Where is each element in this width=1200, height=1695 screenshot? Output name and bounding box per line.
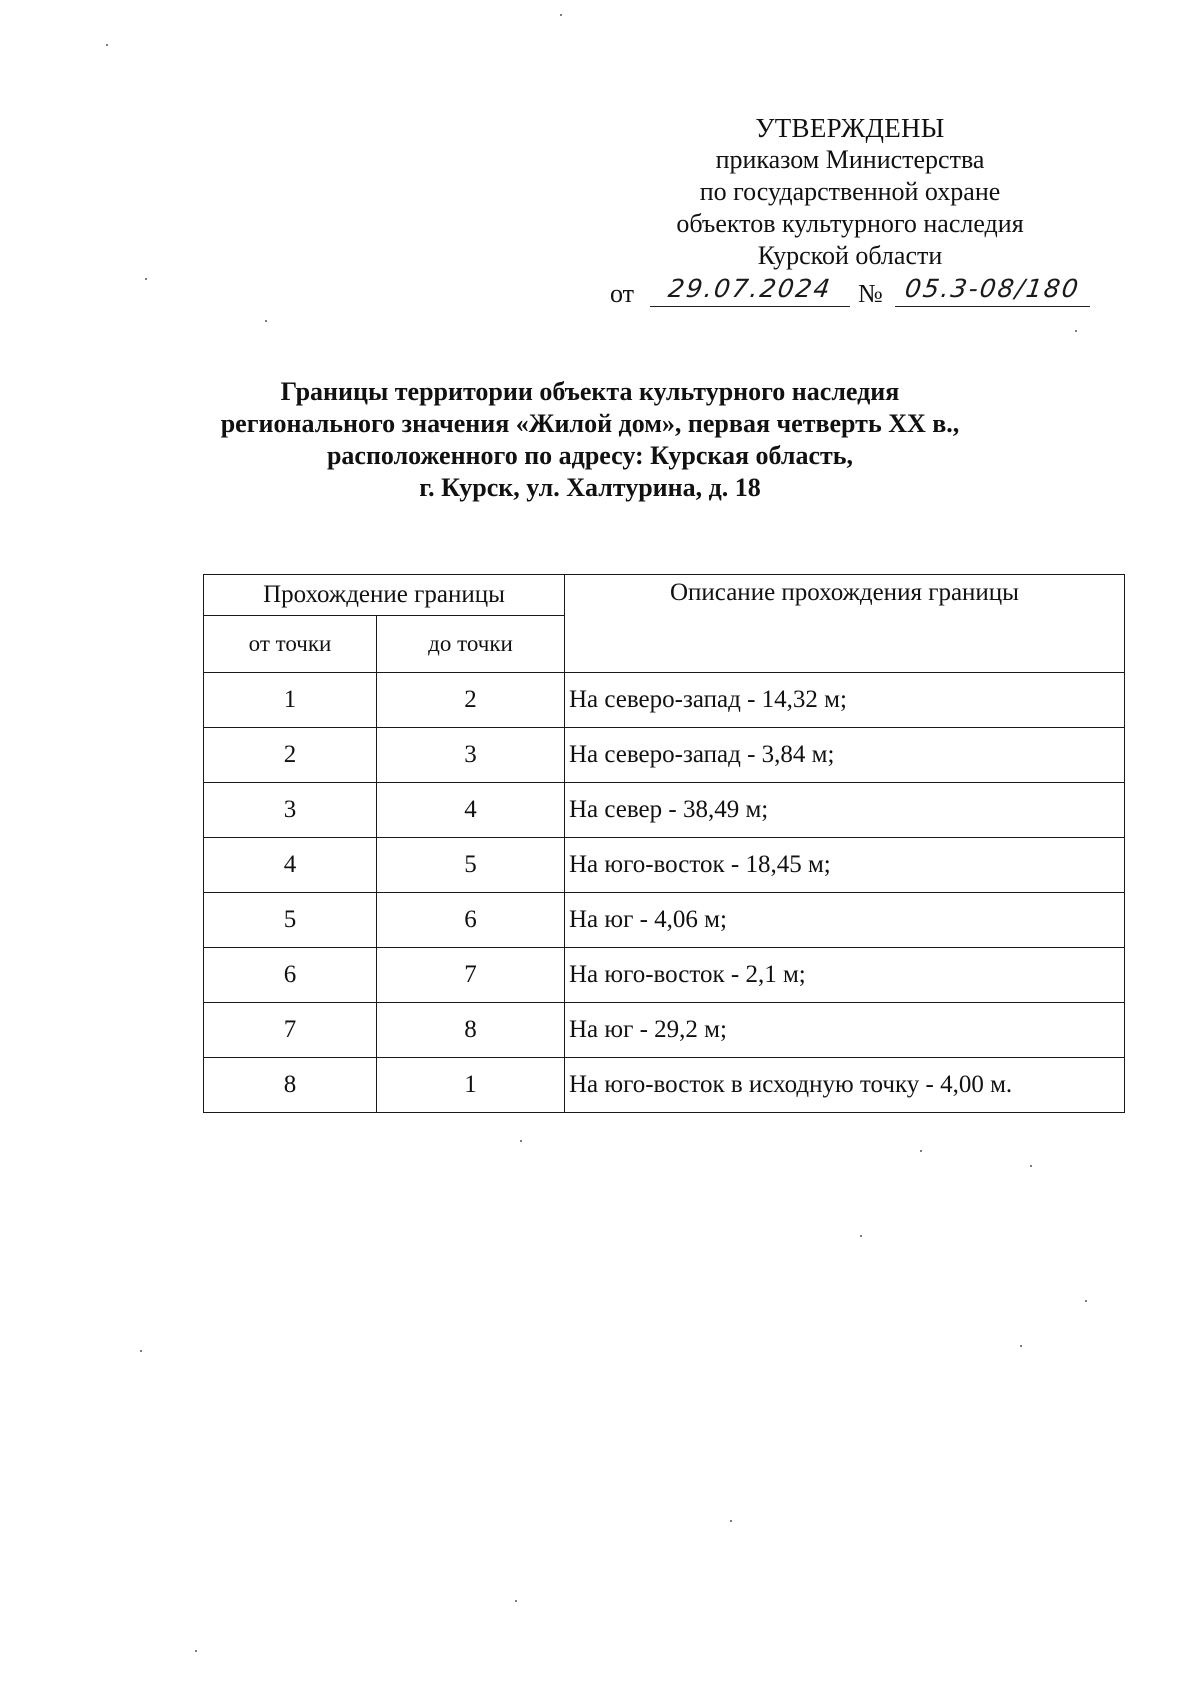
table-row bbox=[204, 948, 1125, 1003]
cell-to-point: 5 bbox=[377, 838, 565, 893]
scan-speck bbox=[520, 1140, 522, 1142]
scan-speck bbox=[560, 14, 562, 16]
scan-speck bbox=[1030, 1165, 1032, 1167]
scan-speck bbox=[920, 1150, 922, 1152]
header-boundary-passage: Прохождение границы bbox=[204, 575, 565, 616]
scan-speck bbox=[860, 1235, 862, 1237]
approval-title: УТВЕРЖДЕНЫ bbox=[755, 113, 945, 143]
order-date-prefix: от bbox=[610, 279, 635, 308]
approval-line-2: по государственной охране bbox=[699, 177, 1001, 206]
approval-block bbox=[600, 112, 1100, 272]
title-line-1: Границы территории объекта культурного наследия bbox=[280, 377, 900, 406]
cell-to-point: 8 bbox=[377, 1003, 565, 1058]
cell-description: На юго-восток - 18,45 м; bbox=[565, 838, 1125, 893]
table-row bbox=[204, 838, 1125, 893]
table-row bbox=[204, 673, 1125, 728]
cell-from-point: 4 bbox=[204, 838, 377, 893]
cell-description: На юг - 4,06 м; bbox=[565, 893, 1125, 948]
scan-speck bbox=[106, 44, 108, 46]
table-header-row bbox=[204, 575, 1125, 616]
table-row bbox=[204, 1058, 1125, 1113]
header-from-point: от точки bbox=[204, 616, 377, 673]
approval-line-3: объектов культурного наследия bbox=[676, 209, 1024, 238]
order-number-handwritten: 05.3-08/180 bbox=[903, 274, 1082, 303]
header-to-point: до точки bbox=[377, 616, 565, 673]
table-row bbox=[204, 893, 1125, 948]
scan-speck bbox=[1085, 1300, 1087, 1302]
scan-speck bbox=[1020, 1345, 1022, 1347]
cell-from-point: 5 bbox=[204, 893, 377, 948]
scan-speck bbox=[195, 1650, 197, 1652]
cell-to-point: 6 bbox=[377, 893, 565, 948]
cell-from-point: 1 bbox=[204, 673, 377, 728]
order-number-field bbox=[895, 272, 1090, 307]
scan-speck bbox=[1075, 330, 1077, 332]
title-line-3: расположенного по адресу: Курская область, bbox=[326, 441, 854, 470]
document-title bbox=[150, 376, 1030, 504]
table-row bbox=[204, 728, 1125, 783]
scan-speck bbox=[140, 1350, 142, 1352]
scan-speck bbox=[515, 1600, 517, 1602]
cell-description: На северо-запад - 14,32 м; bbox=[565, 673, 1125, 728]
table-row bbox=[204, 783, 1125, 838]
scan-speck bbox=[730, 1520, 732, 1522]
cell-description: На юг - 29,2 м; bbox=[565, 1003, 1125, 1058]
order-number-sign: № bbox=[858, 279, 883, 308]
cell-description: На северо-запад - 3,84 м; bbox=[565, 728, 1125, 783]
cell-description: На юго-восток в исходную точку - 4,00 м. bbox=[565, 1058, 1125, 1113]
cell-to-point: 4 bbox=[377, 783, 565, 838]
cell-from-point: 2 bbox=[204, 728, 377, 783]
cell-description: На юго-восток - 2,1 м; bbox=[565, 948, 1125, 1003]
cell-from-point: 7 bbox=[204, 1003, 377, 1058]
order-date-handwritten: 29.07.2024 bbox=[666, 274, 834, 303]
cell-to-point: 1 bbox=[377, 1058, 565, 1113]
cell-to-point: 3 bbox=[377, 728, 565, 783]
approval-line-1: приказом Министерства bbox=[715, 145, 985, 174]
scan-speck bbox=[145, 278, 147, 280]
title-line-2: регионального значения «Жилой дом», первая четверть XX в., bbox=[220, 409, 960, 438]
title-line-4: г. Курск, ул. Халтурина, д. 18 bbox=[419, 473, 761, 502]
header-description: Описание прохождения границы bbox=[565, 575, 1125, 673]
cell-to-point: 2 bbox=[377, 673, 565, 728]
order-date-field bbox=[650, 272, 850, 307]
scan-speck bbox=[265, 320, 267, 322]
cell-from-point: 8 bbox=[204, 1058, 377, 1113]
table-row bbox=[204, 1003, 1125, 1058]
cell-description: На север - 38,49 м; bbox=[565, 783, 1125, 838]
order-line bbox=[610, 272, 1090, 312]
boundary-table bbox=[203, 574, 1125, 1113]
approval-line-4: Курской области bbox=[757, 241, 943, 270]
cell-to-point: 7 bbox=[377, 948, 565, 1003]
cell-from-point: 3 bbox=[204, 783, 377, 838]
cell-from-point: 6 bbox=[204, 948, 377, 1003]
